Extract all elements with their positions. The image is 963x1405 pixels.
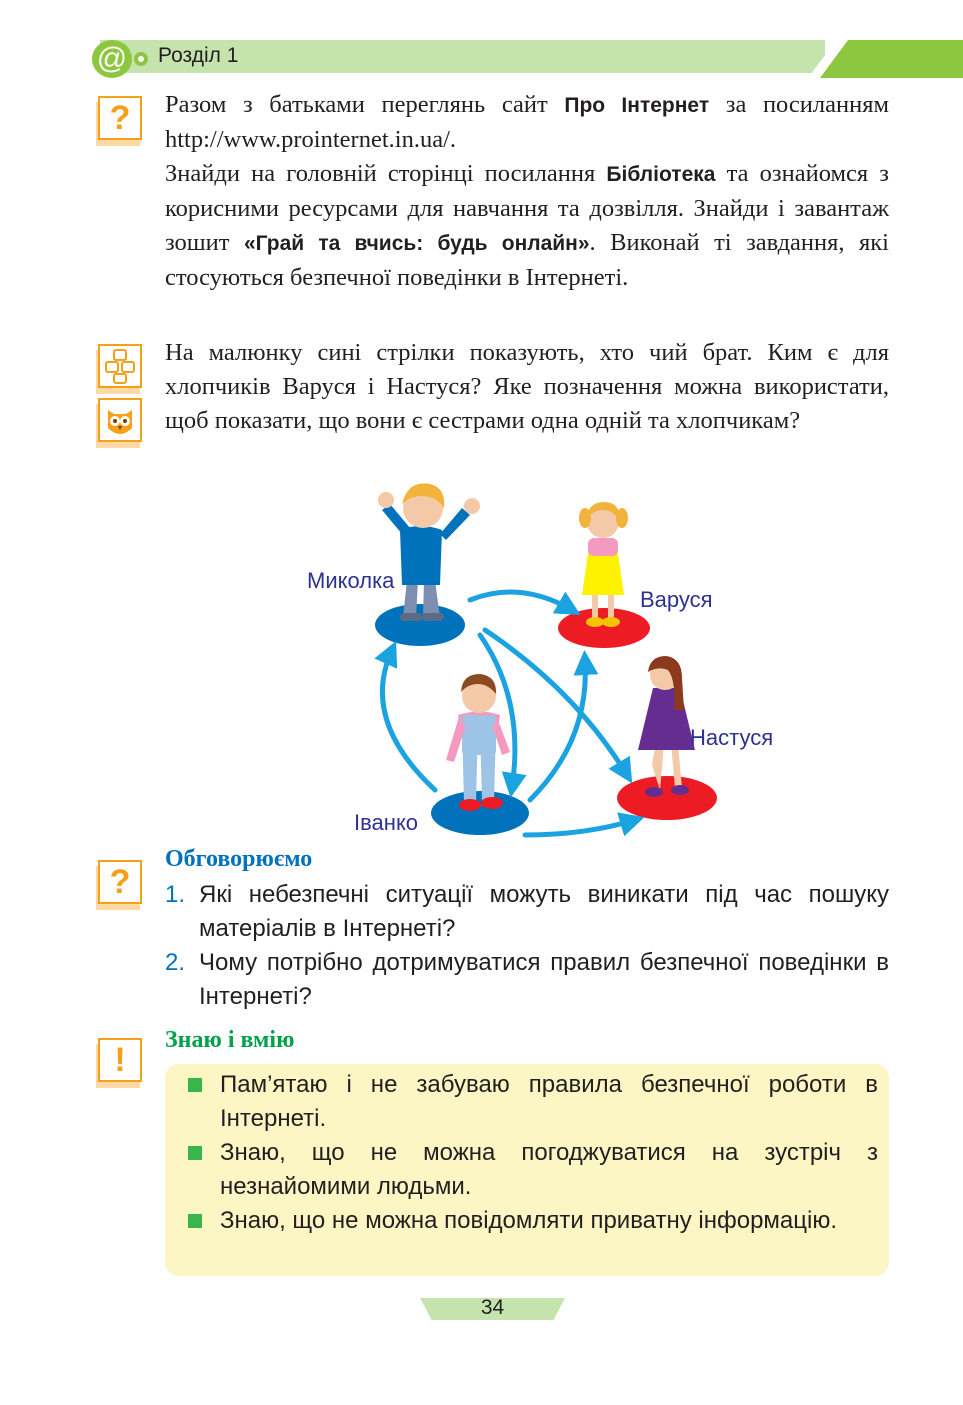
discuss-heading: Обговорюємо bbox=[165, 846, 313, 872]
list-item: 1. Які небезпечні ситуації можуть виникати під час пошуку матеріалів в Інтернеті? bbox=[165, 881, 889, 942]
task-internet-site-line-b: Знайди на головній сторінці посилання Бібліотека та ознайомся з корисними ресурсами для навчання та дозвілля. Знайди і завантаж зошит «Грай та вчись: будь онлайн». Виконай ті завдання, які стосуються безпечної поведінки в Інтернеті. bbox=[165, 160, 889, 291]
connector-dot-icon bbox=[134, 52, 148, 66]
section-title: Розділ 1 bbox=[158, 44, 239, 67]
page-number: 34 bbox=[480, 1296, 505, 1319]
ivanko-disc bbox=[431, 791, 529, 835]
question-icon-discuss: ? bbox=[98, 860, 142, 904]
list-item: 2. Чому потрібно дотримуватися правил безпечної поведінки в Інтернеті? bbox=[165, 949, 889, 1010]
nastusia-disc bbox=[617, 776, 717, 820]
nastusia-label: Настуся bbox=[690, 725, 774, 750]
ivanko-label: Іванко bbox=[354, 810, 419, 835]
list-item: Знаю, що не можна повідомляти приватну інформацію. bbox=[188, 1204, 878, 1238]
know-heading: Знаю і вмію bbox=[165, 1027, 295, 1053]
exclamation-icon: ! bbox=[98, 1038, 142, 1082]
mykolka-label: Миколка bbox=[307, 568, 395, 593]
family-relations-diagram bbox=[290, 470, 774, 840]
know-list bbox=[188, 1068, 878, 1238]
owl-icon bbox=[98, 398, 142, 442]
ivanko-figure bbox=[446, 674, 510, 811]
list-item: Знаю, що не можна погоджуватися на зустріч з незнайомими людьми. bbox=[188, 1136, 878, 1204]
question-icon: ? bbox=[98, 96, 142, 140]
varusia-disc bbox=[558, 608, 650, 648]
task-internet-site bbox=[165, 88, 889, 295]
at-sign-icon: @ bbox=[92, 40, 132, 78]
mykolka-figure bbox=[378, 483, 480, 621]
list-item: Пам’ятаю і не забуваю правила безпечної роботи в Інтернеті. bbox=[188, 1068, 878, 1136]
nastusia-figure bbox=[638, 656, 695, 797]
discuss-questions bbox=[165, 878, 889, 1014]
mykolka-disc bbox=[375, 604, 465, 646]
task-siblings: На малюнку сині стрілки показують, хто чий брат. Ким є для хлопчиків Варуся і Настуся? Яке позначення можна використати, щоб показати, що вони є сестрами одна одній та хлопчикам? bbox=[165, 339, 889, 434]
task-internet-site-line-a: Разом з батьками переглянь сайт Про Інтернет за посиланням http://www.prointernet.in.ua/. bbox=[165, 91, 889, 153]
logic-puzzle-icon bbox=[98, 344, 142, 388]
varusia-label: Варуся bbox=[640, 587, 713, 612]
